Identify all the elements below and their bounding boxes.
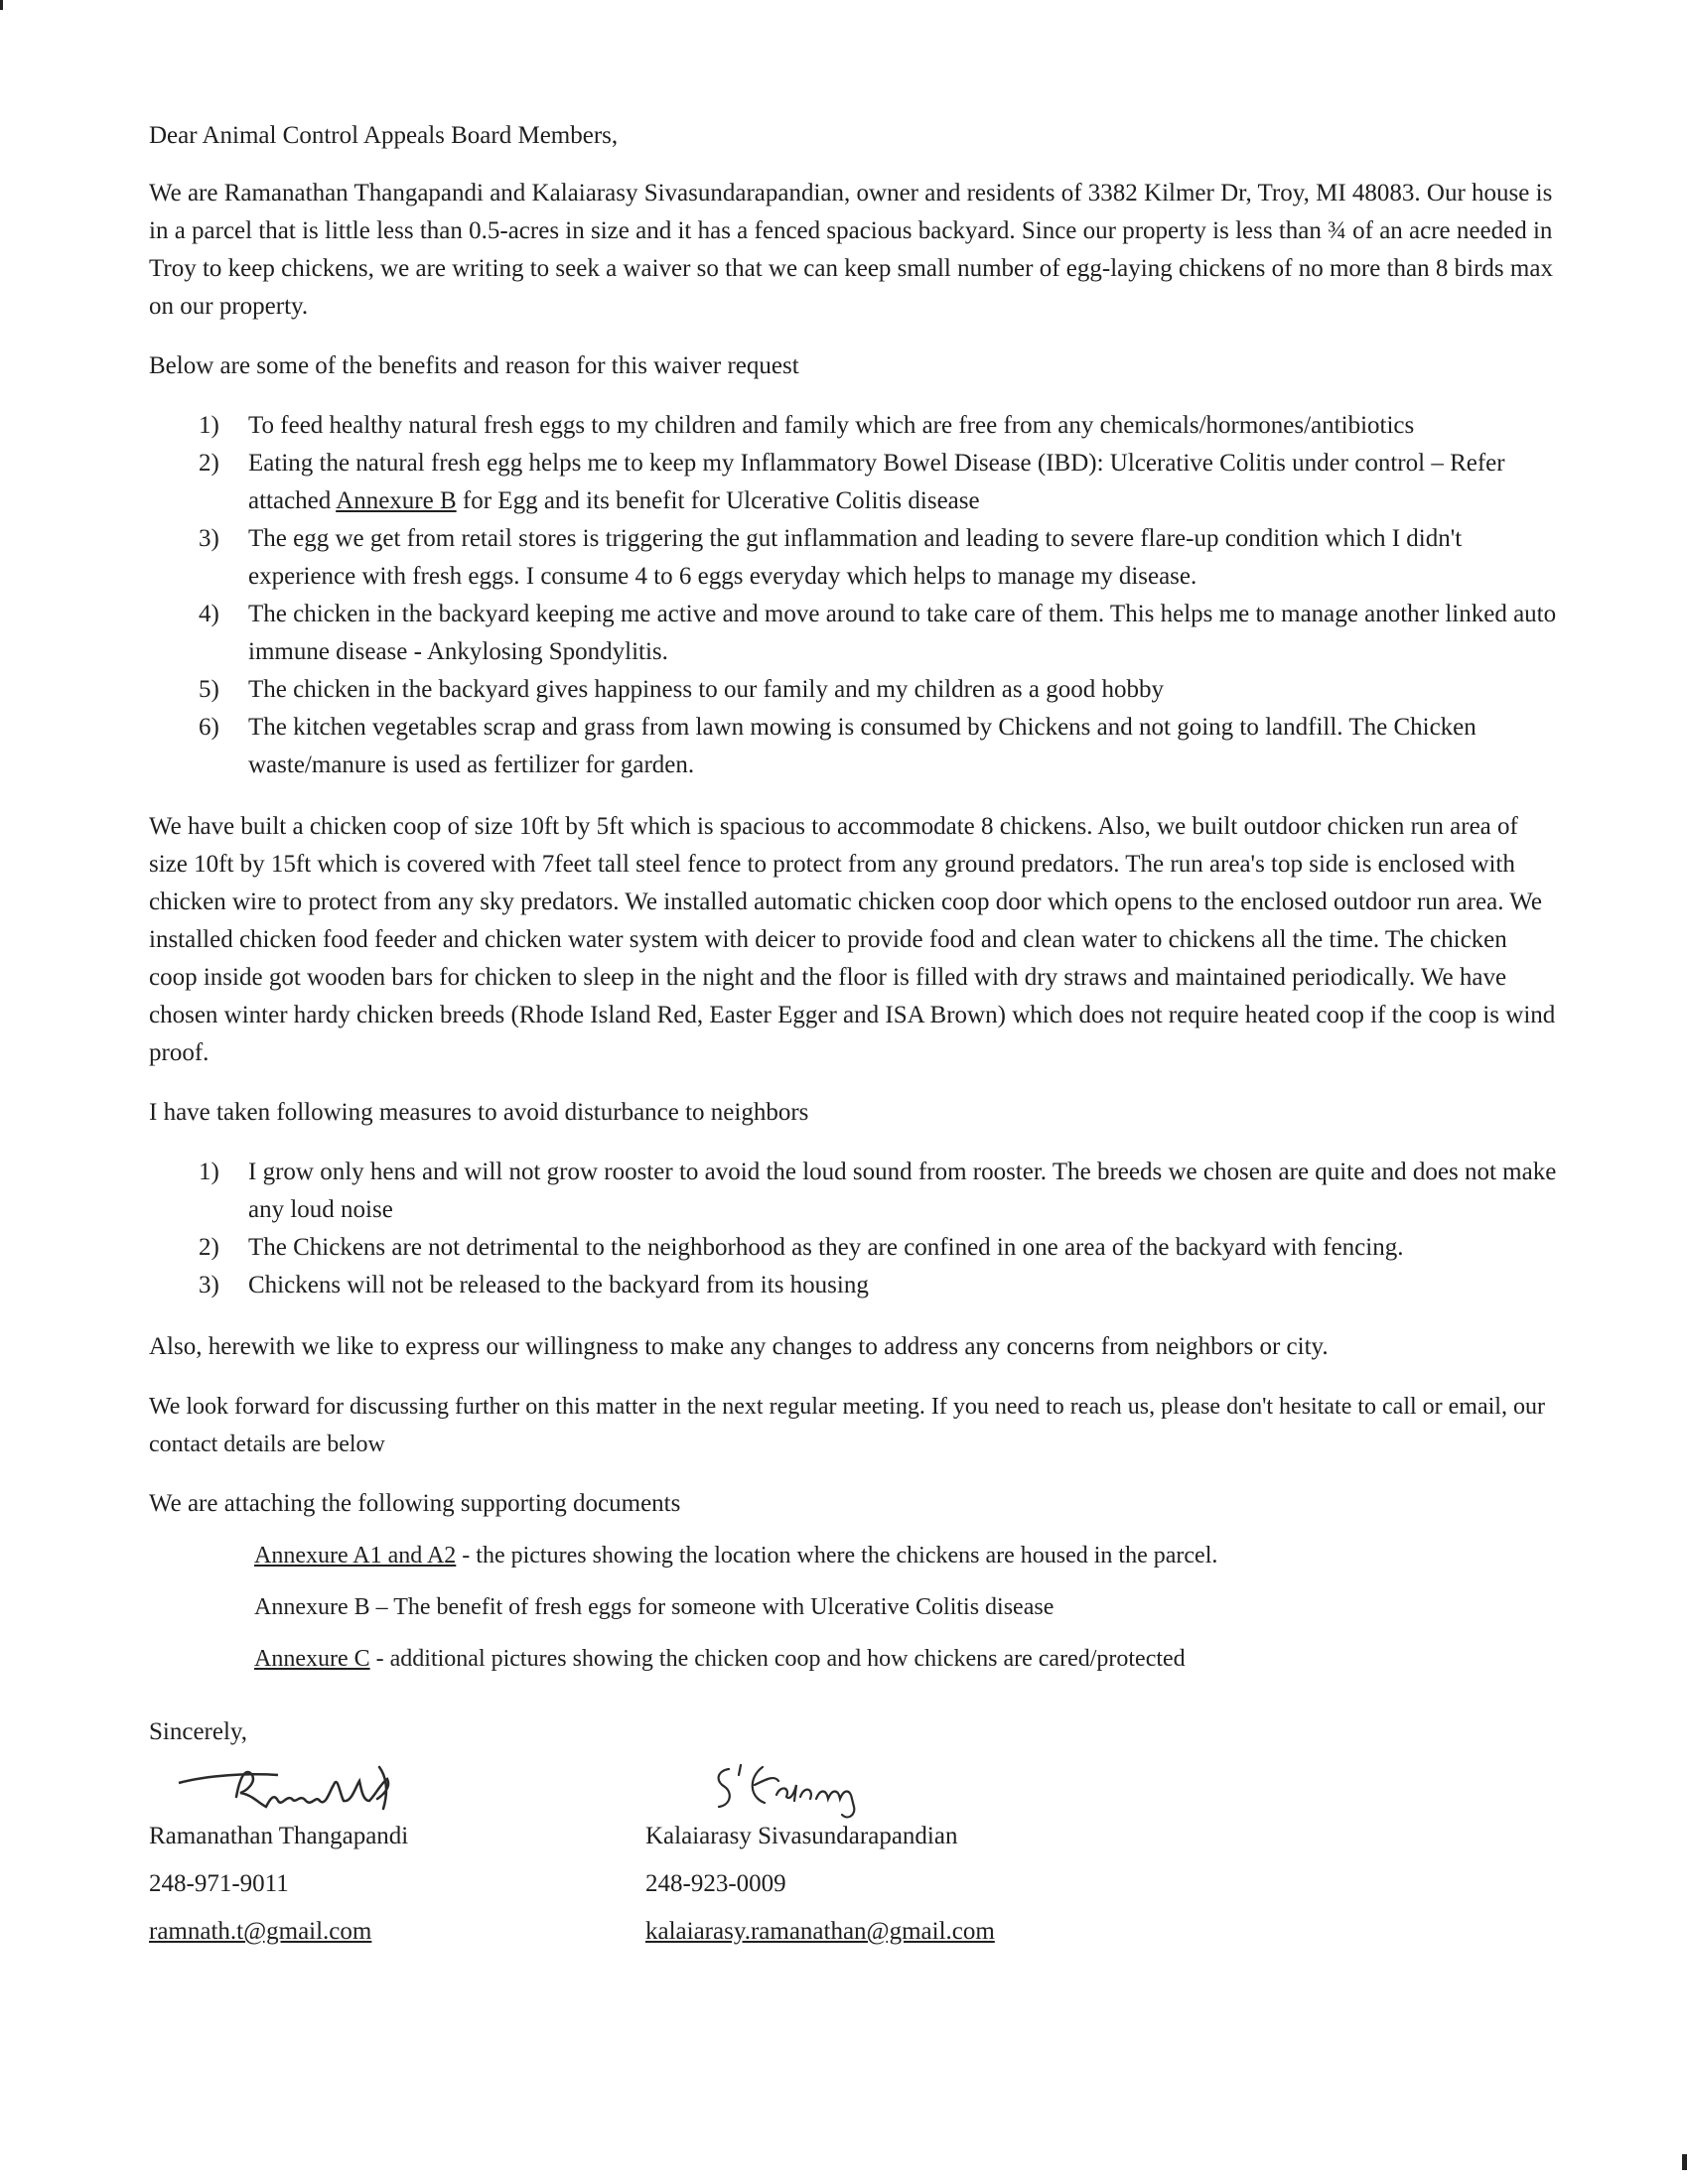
annexure-b-label: Annexure B [254,1594,370,1620]
signer-name: Kalaiarasy Sivasundarapandian [645,1823,958,1849]
intro-paragraph: We are Ramanathan Thangapandi and Kalaiarasy Sivasundarapandian, owner and residents of 3382 Kilmer Dr, Troy, MI 48083. Our house is in a parcel that is little less than 0.5-acres in size and it has a fenced spacious backyard. Since our property is less than ¾ of an acre needed in Troy to keep chickens, we are writing to seek a waiver so that we can keep small number of egg-laying chickens of no more than 8 birds max on our property. [149,180,1553,320]
annexure-item: Annexure A1 and A2 - the pictures showing the location where the chickens are housed in the parcel. [254,1543,1218,1569]
signer-1 [149,1757,645,1956]
list-item: 2) Eating the natural fresh egg helps me to keep my Inflammatory Bowel Disease (IBD): Ulcerative Colitis under control – Refer attached Annexure B for Egg and its benefit for Ulcerative Colitis disease [199,450,1505,514]
list-item: 4) The chicken in the backyard keeping me active and move around to take care of them. This helps me to manage another linked auto immune disease - Ankylosing Spondylitis. [199,601,1557,665]
signer-name: Ramanathan Thangapandi [149,1823,409,1849]
list-item: 5) The chicken in the backyard gives happiness to our family and my children as a good hobby [199,676,1164,703]
list-item: 3) Chickens will not be released to the backyard from its housing [199,1272,869,1298]
annexure-b-reference: Annexure B [336,487,457,514]
attachments-intro: We are attaching the following supporting documents [149,1490,681,1517]
signature-block [149,1757,1559,1956]
list-item: 1) I grow only hens and will not grow rooster to avoid the loud sound from rooster. The breeds we chosen are quite and does not make any loud noise [199,1159,1557,1223]
scan-mark [0,0,3,10]
salutation: Dear Animal Control Appeals Board Members, [149,122,619,149]
list-item: 3) The egg we get from retail stores is triggering the gut inflammation and leading to severe flare-up condition which I didn't experience with fresh eggs. I consume 4 to 6 eggs everyday which helps to manage my disease. [199,525,1463,590]
handwritten-signature-1 [149,1745,427,1825]
signer-email: ramnath.t@gmail.com [149,1918,372,1945]
handwritten-signature-2 [645,1745,923,1825]
annexure-c-reference: Annexure C [254,1646,370,1672]
annexure-item: Annexure C - additional pictures showing the chicken coop and how chickens are cared/protected [254,1646,1186,1672]
measures-intro: I have taken following measures to avoid disturbance to neighbors [149,1099,809,1126]
signer-phone: 248-923-0009 [645,1870,786,1897]
scan-mark [1682,2154,1687,2170]
closing: Sincerely, [149,1718,248,1745]
measures-list [149,1154,1559,1304]
list-item: 6) The kitchen vegetables scrap and grass from lawn mowing is consumed by Chickens and not going to landfill. The Chicken waste/manure is used as fertilizer for garden. [199,714,1477,778]
annexure-a-reference: Annexure A1 and A2 [254,1543,457,1569]
forward-paragraph: We look forward for discussing further on this matter in the next regular meeting. If you need to reach us, please don't hesitate to call or email, our contact details are below [149,1394,1545,1457]
coop-paragraph: We have built a chicken coop of size 10ft by 5ft which is spacious to accommodate 8 chickens. Also, we built outdoor chicken run area of size 10ft by 15ft which is covered with 7feet tall steel fence to protect from any ground predators. The run area's top side is enclosed with chicken wire to protect from any sky predators. We installed automatic chicken coop door which opens to the enclosed outdoor run area. We installed chicken food feeder and chicken water system with deicer to provide food and clean water to chickens all the time. The chicken coop inside got wooden bars for chicken to sleep in the night and the floor is filled with dry straws and maintained periodically. We have chosen winter hardy chicken breeds (Rhode Island Red, Easter Egger and ISA Brown) which does not require heated coop if the coop is wind proof. [149,813,1556,1066]
signature-kalaiarasy [645,1757,1142,1813]
benefits-intro: Below are some of the benefits and reason for this waiver request [149,352,799,379]
benefits-list [149,407,1559,784]
signer-2 [645,1757,1142,1956]
list-item: 2) The Chickens are not detrimental to the neighborhood as they are confined in one area of the backyard with fencing. [199,1234,1404,1261]
list-item: 1) To feed healthy natural fresh eggs to my children and family which are free from any chemicals/hormones/antibiotics [199,412,1415,439]
annexure-item: Annexure B – The benefit of fresh eggs for someone with Ulcerative Colitis disease [254,1594,1055,1620]
signature-ramanathan [149,1757,645,1813]
signer-phone: 248-971-9011 [149,1870,289,1897]
willingness-paragraph: Also, herewith we like to express our willingness to make any changes to address any concerns from neighbors or city. [149,1333,1329,1360]
letter-body [149,117,1559,1956]
signer-email: kalaiarasy.ramanathan@gmail.com [645,1918,995,1945]
